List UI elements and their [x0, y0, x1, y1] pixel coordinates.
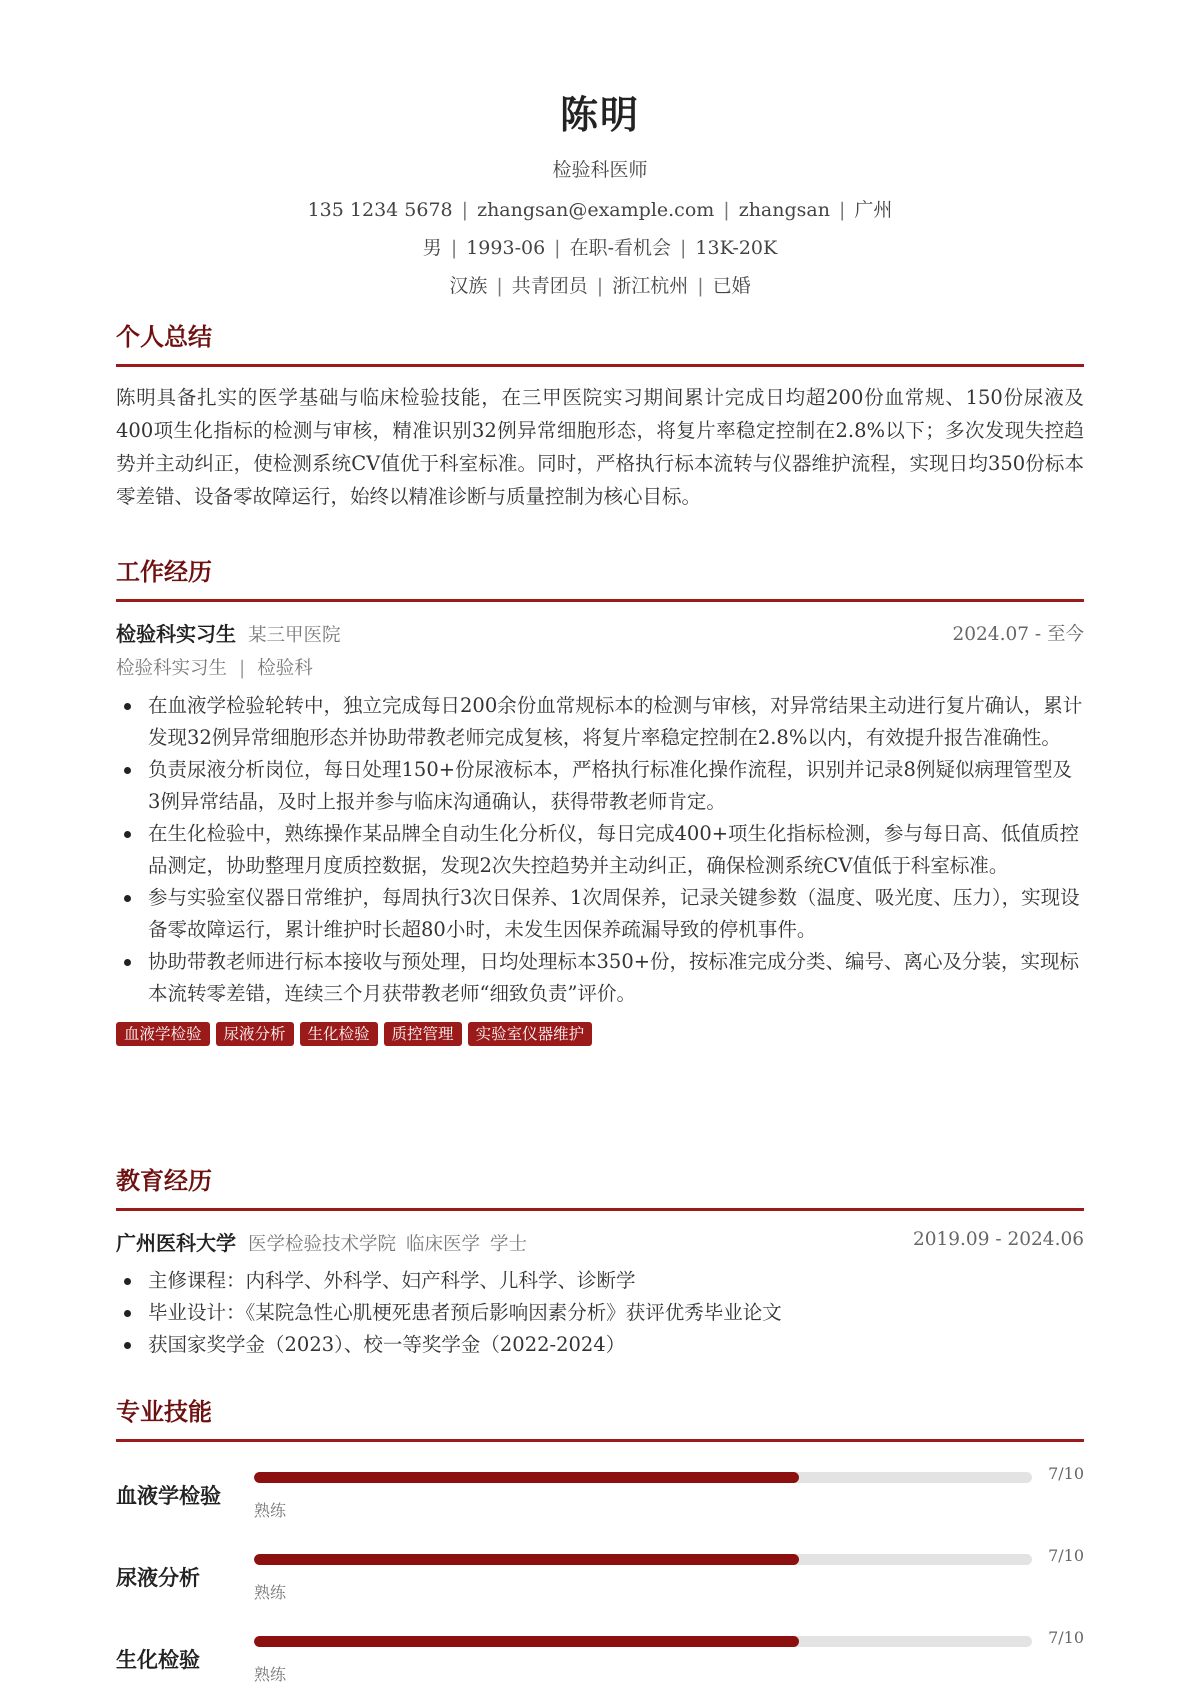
political-status: 共青团员: [511, 275, 588, 297]
education-date-range: 2019.09 - 2024.06: [912, 1229, 1084, 1250]
degree: 学士: [490, 1234, 528, 1255]
hometown: 浙江杭州: [612, 275, 689, 297]
list-item: 毕业设计：《某院急性心肌梗死患者预后影响因素分析》获评优秀毕业论文: [116, 1297, 1084, 1329]
separator: |: [723, 199, 730, 221]
list-item: 主修课程：内科学、外科学、妇产科学、儿科学、诊断学: [116, 1265, 1084, 1297]
education-section: [116, 1166, 1084, 1361]
marital-status: 已婚: [712, 275, 751, 297]
job-department: 检验科: [257, 658, 313, 679]
skill-list: [116, 1462, 1084, 1697]
separator: |: [697, 275, 704, 297]
job-title-headline: 检验科医师: [552, 159, 648, 181]
skills-section: [116, 1397, 1084, 1697]
expected-salary: 13K-20K: [695, 237, 778, 259]
basic-info-line: [0, 236, 1200, 260]
section-heading: 教育经历: [116, 1166, 1084, 1211]
ethnicity: 汉族: [449, 275, 488, 297]
college-name: 医学检验技术学院: [248, 1234, 397, 1255]
list-item: 参与实验室仪器日常维护，每周执行3次日保养、1次周保养，记录关键参数（温度、吸光度、压力），实现设备零故障运行，累计维护时长超80小时，未发生因保养疏漏导致的停机事件。: [116, 882, 1084, 946]
gender: 男: [422, 237, 442, 259]
email-address: zhangsan@example.com: [477, 199, 715, 221]
skill-row: [116, 1544, 1084, 1626]
separator: |: [680, 237, 687, 259]
person-name: 陈明: [559, 92, 640, 137]
username: zhangsan: [738, 199, 830, 221]
skill-tag: 尿液分析: [216, 1022, 294, 1046]
job-title: 检验科实习生: [116, 622, 236, 646]
skill-name: 血液学检验: [116, 1483, 221, 1508]
job-date-range: 2024.07 - 至今: [952, 624, 1084, 645]
section-heading: 个人总结: [116, 322, 1084, 367]
personal-info-line: [0, 274, 1200, 298]
separator: |: [596, 275, 604, 297]
skill-level: 熟练: [254, 1583, 287, 1602]
education-header: [116, 1227, 1084, 1255]
company-name: 某三甲医院: [248, 625, 341, 646]
skill-score: 7/10: [1048, 1464, 1084, 1483]
separator: |: [838, 199, 846, 221]
job-header: [116, 618, 1084, 646]
city: 广州: [854, 199, 893, 221]
list-item: 在血液学检验轮转中，独立完成每日200余份血常规标本的检测与审核，对异常结果主动进行复片确认，累计发现32例异常细胞形态并协助带教老师完成复核，将复片率稳定控制在2.8%以内，有效提升报告准确性。: [116, 690, 1084, 754]
skill-progress-track: [254, 1472, 1032, 1483]
job-bullet-list: [116, 690, 1084, 1010]
skill-progress-fill: [254, 1472, 799, 1483]
education-detail: [248, 1234, 537, 1255]
birth-date: 1993-06: [466, 237, 546, 259]
skill-tag: 生化检验: [300, 1022, 378, 1046]
skill-score: 7/10: [1048, 1546, 1084, 1565]
skill-progress-fill: [254, 1636, 799, 1647]
section-heading: 工作经历: [116, 557, 1084, 602]
skill-tags: [116, 1022, 1084, 1046]
education-bullet-list: [116, 1265, 1084, 1361]
skill-level: 熟练: [254, 1665, 287, 1684]
summary-section: [116, 322, 1084, 513]
skill-progress-track: [254, 1554, 1032, 1565]
skill-progress-track: [254, 1636, 1032, 1647]
separator: |: [239, 658, 246, 679]
job-subtitle: [116, 654, 1084, 680]
skill-name: 尿液分析: [116, 1565, 200, 1590]
work-section: [116, 557, 1084, 1046]
list-item: 获国家奖学金（2023）、校一等奖学金（2022-2024）: [116, 1329, 1084, 1361]
contact-line: [0, 198, 1200, 222]
separator: |: [461, 199, 469, 221]
job-status: 在职-看机会: [569, 237, 671, 259]
list-item: 协助带教老师进行标本接收与预处理，日均处理标本350+份，按标准完成分类、编号、离心及分装，实现标本流转零差错，连续三个月获带教老师“细致负责”评价。: [116, 946, 1084, 1010]
skill-row: [116, 1626, 1084, 1697]
summary-text: 陈明具备扎实的医学基础与临床检验技能，在三甲医院实习期间累计完成日均超200份血常规、150份尿液及400项生化指标的检测与审核，精准识别32例异常细胞形态，将复片率稳定控制在2.8%以下；多次发现失控趋势并主动纠正，使检测系统CV值优于科室标准。同时，严格执行标本流转与仪器维护流程，实现日均350份标本零差错、设备零故障运行，始终以精准诊断与质量控制为核心目标。: [116, 386, 1084, 508]
list-item: 在生化检验中，熟练操作某品牌全自动生化分析仪，每日完成400+项生化指标检测，参与每日高、低值质控品测定，协助整理月度质控数据，发现2次失控趋势并主动纠正，确保检测系统CV值低于科室标准。: [116, 818, 1084, 882]
skill-progress-fill: [254, 1554, 799, 1565]
separator: |: [554, 237, 561, 259]
major-name: 临床医学: [406, 1234, 481, 1255]
job-role: 检验科实习生: [116, 658, 228, 679]
section-heading: 专业技能: [116, 1397, 1084, 1442]
resume-header: [0, 92, 1200, 298]
phone-number: 135 1234 5678: [307, 199, 453, 221]
skill-tag: 质控管理: [384, 1022, 462, 1046]
skill-score: 7/10: [1048, 1628, 1084, 1647]
skill-tag: 实验室仪器维护: [468, 1022, 593, 1046]
list-item: 负责尿液分析岗位，每日处理150+份尿液标本，严格执行标准化操作流程，识别并记录8例疑似病理管型及3例异常结晶，及时上报并参与临床沟通确认，获得带教老师肯定。: [116, 754, 1084, 818]
skill-name: 生化检验: [116, 1647, 200, 1672]
school-name: 广州医科大学: [116, 1231, 236, 1255]
separator: |: [496, 275, 503, 297]
skill-level: 熟练: [254, 1501, 287, 1520]
separator: |: [450, 237, 458, 259]
skill-tag: 血液学检验: [116, 1022, 210, 1046]
skill-row: [116, 1462, 1084, 1544]
